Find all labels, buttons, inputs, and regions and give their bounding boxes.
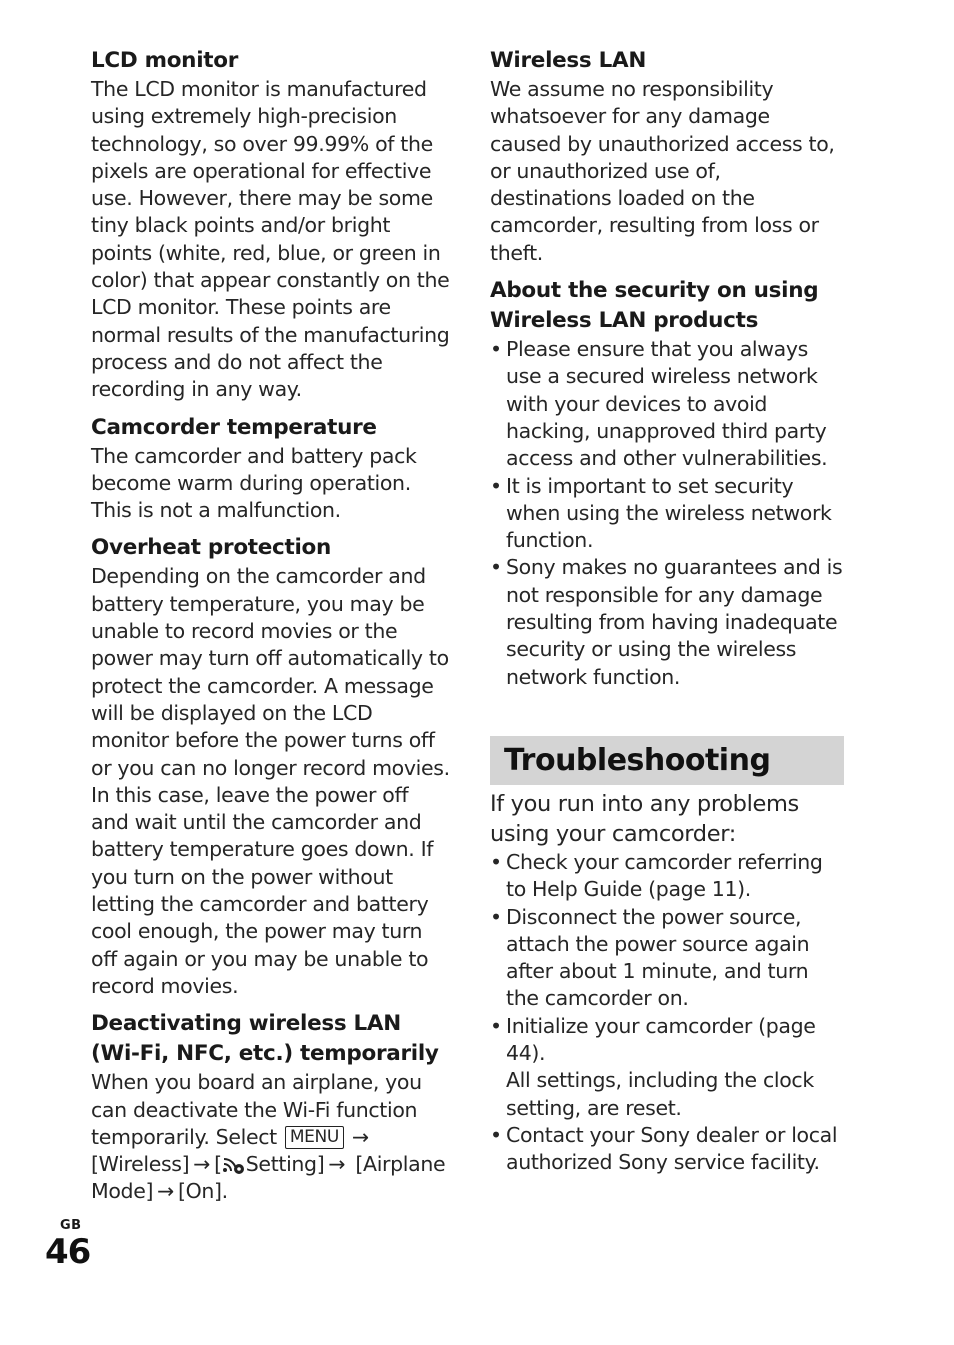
camcorder-temperature-section bbox=[91, 413, 451, 525]
left-column bbox=[91, 46, 451, 1215]
lcd-monitor-heading: LCD monitor bbox=[91, 48, 239, 73]
list-item bbox=[490, 1013, 846, 1122]
arrow-right-icon: → bbox=[157, 1179, 174, 1204]
menu-button-symbol: MENU bbox=[285, 1126, 344, 1149]
troubleshooting-intro: If you run into any problems using your camcorder: bbox=[490, 790, 799, 847]
deactivate-wireless-text bbox=[91, 1069, 451, 1205]
step-setting: Setting] bbox=[245, 1152, 325, 1177]
arrow-right-icon: → bbox=[193, 1152, 211, 1177]
initialize-note: All settings, including the clock setting, are reset. bbox=[506, 1068, 814, 1120]
security-list bbox=[490, 336, 846, 691]
arrow-right-icon: → bbox=[352, 1124, 369, 1149]
deactivate-intro: When you board an airplane, you can deactivate the Wi-Fi function temporarily. Select bbox=[91, 1070, 422, 1149]
region-label: GB bbox=[60, 1218, 82, 1233]
lcd-monitor-text: The LCD monitor is manufactured using extremely high-precision technology, so over 99.99% of the pixels are operational for effective use. However, there may be some tiny black points and/or bright points (white, red, blue, or green in color) that appear constantly on the LCD monitor. These points are normal results of the manufacturing process and do not affect the recording in any way. bbox=[91, 77, 450, 402]
arrow-right-icon: → bbox=[328, 1152, 346, 1177]
list-item: • Disconnect the power source, attach the power source again after about 1 minute, and turn the camcorder on. bbox=[490, 904, 846, 1013]
step-setting-bracket: [ bbox=[214, 1152, 222, 1177]
wireless-lan-text: We assume no responsibility whatsoever for any damage caused by unauthorized access to, or unauthorized use of, destinations loaded on the camcorder, resulting from loss or theft. bbox=[490, 77, 835, 265]
list-item: • Please ensure that you always use a secured wireless network with your devices to avoid hacking, unapproved third party access and other vulnerabilities. bbox=[490, 336, 846, 472]
wireless-lan-section bbox=[490, 46, 846, 267]
overheat-protection-heading: Overheat protection bbox=[91, 535, 332, 561]
security-section bbox=[490, 276, 846, 691]
step-on: [On]. bbox=[177, 1179, 228, 1204]
right-column bbox=[490, 46, 846, 1177]
overheat-protection-section bbox=[91, 533, 451, 1000]
list-item: • Check your camcorder referring to Help Guide (page 11). bbox=[490, 849, 846, 904]
wireless-setting-icon bbox=[222, 1153, 246, 1175]
troubleshooting-banner bbox=[490, 736, 844, 785]
page-number: 46 bbox=[45, 1232, 91, 1272]
list-item: • Contact your Sony dealer or local authorized Sony service facility. bbox=[490, 1122, 846, 1177]
troubleshooting-heading: Troubleshooting bbox=[504, 742, 771, 778]
camcorder-temperature-text: The camcorder and battery pack become warm during operation. This is not a malfunction. bbox=[91, 443, 417, 523]
step-airplane-mode: [Airplane Mode] bbox=[91, 1152, 446, 1204]
deactivate-wireless-heading: Deactivating wireless LAN (Wi-Fi, NFC, etc.) temporarily bbox=[91, 1011, 439, 1067]
list-item: • It is important to set security when using the wireless network function. bbox=[490, 473, 846, 555]
initialize-text: Initialize your camcorder (page 44). bbox=[506, 1013, 816, 1066]
list-item: • Sony makes no guarantees and is not responsible for any damage resulting from having inadequate security or using the wireless network function. bbox=[490, 554, 846, 690]
deactivate-wireless-section bbox=[91, 1009, 451, 1205]
overheat-protection-text: Depending on the camcorder and battery temperature, you may be unable to record movies or the power may turn off automatically to protect the camcorder. A message will be displayed on the LCD monitor before the power turns off or you can no longer record movies. In this case, leave the power off and wait until the camcorder and battery temperature goes down. If you turn on the power without letting the camcorder and battery cool enough, the power may turn off again or you may be unable to record movies. bbox=[91, 564, 450, 998]
camcorder-temperature-heading: Camcorder temperature bbox=[91, 414, 377, 440]
step-wireless: [Wireless] bbox=[91, 1152, 190, 1177]
security-heading: About the security on using Wireless LAN products bbox=[490, 278, 819, 334]
troubleshooting-list bbox=[490, 849, 846, 1177]
lcd-monitor-section bbox=[91, 46, 451, 404]
wireless-lan-heading: Wireless LAN bbox=[490, 48, 647, 73]
